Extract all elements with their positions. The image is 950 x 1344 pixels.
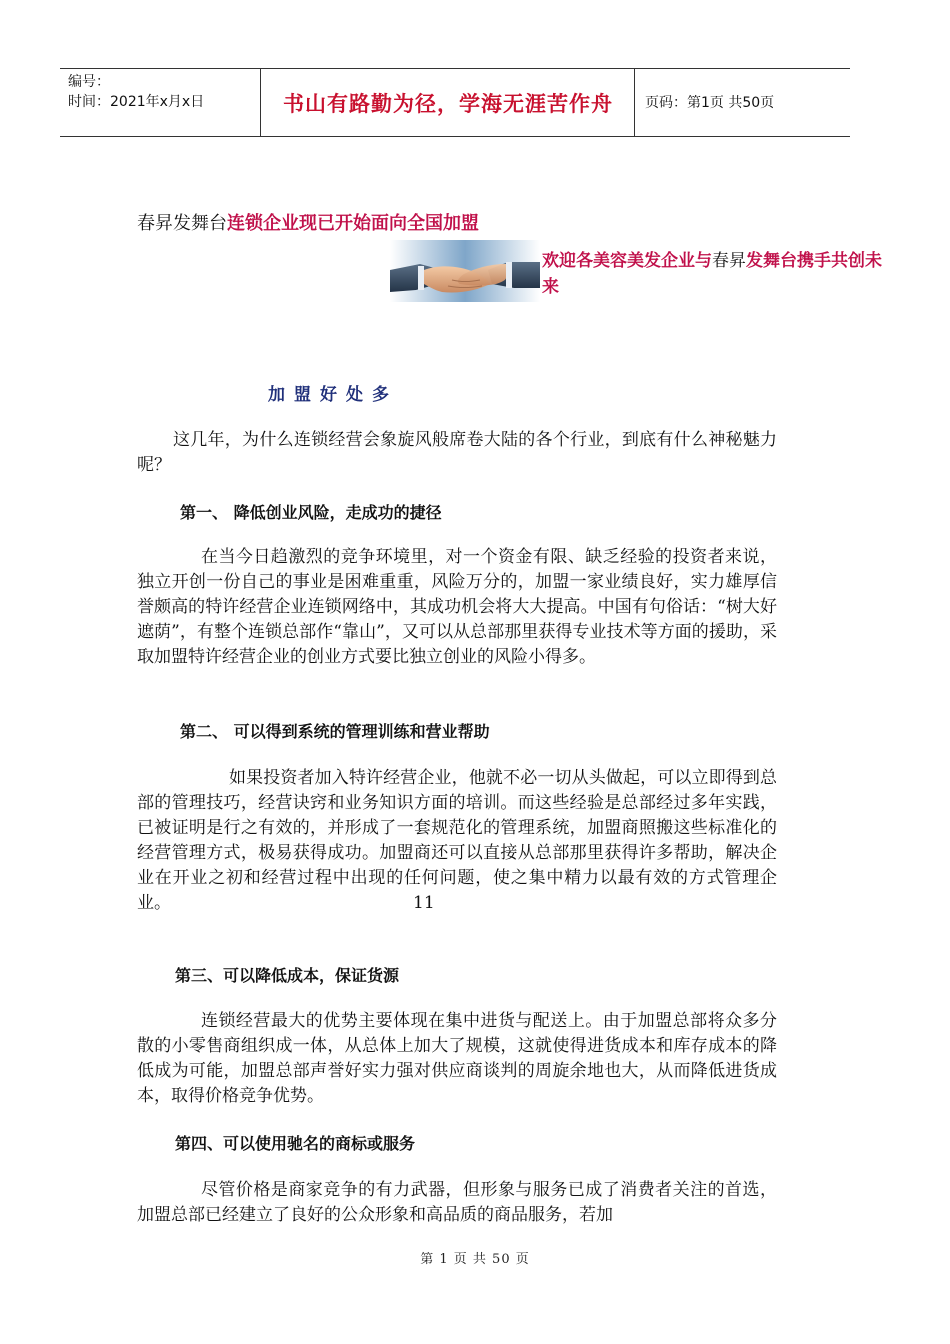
header-bottom-border: [60, 136, 850, 137]
doc-number-label: 编号：: [68, 74, 110, 90]
page-footer: 第 1 页 共 50 页: [420, 1252, 530, 1267]
paragraph-first: 在当今日趋激烈的竞争环境里，对一个资金有限、缺乏经验的投资者来说，独立开创一份自己的事业是困难重重，风险万分的，加盟一家业绩良好，实力雄厚信誉颇高的特许经营企业连锁网络中，其成功机会将大大提高。中国有句俗话：“树大好遮荫”，有整个连锁总部作“靠山”，又可以从总部那里获得专业技术等方面的援助，采取加盟特许经营企业的创业方式要比独立创业的风险小得多。: [137, 547, 777, 667]
header-top-border: [60, 68, 850, 69]
header-divider-1: [260, 69, 261, 136]
welcome-brand: 春昇: [712, 251, 746, 271]
paragraph-second-note: 11: [413, 893, 435, 913]
heading-first: 第一、 降低创业风险，走成功的捷径: [180, 503, 442, 522]
header-motto: 书山有路勤为径，学海无涯苦作舟: [283, 92, 613, 116]
heading-third: 第三、可以降低成本，保证货源: [175, 966, 400, 985]
heading-fourth: 第四、可以使用驰名的商标或服务: [175, 1134, 416, 1153]
intro-brand: 春昇发舞台: [137, 213, 227, 234]
paragraph-fourth: 尽管价格是商家竞争的有力武器，但形象与服务已成了消费者关注的首选， 加盟总部已经建立了良好的公众形象和高品质的商品服务，若加: [137, 1180, 777, 1225]
header-divider-2: [634, 69, 635, 136]
header-meta: [68, 72, 204, 112]
heading-second: 第二、 可以得到系统的管理训练和营业帮助: [180, 722, 490, 741]
welcome-part-2: 发舞台携手共创未来: [542, 251, 882, 297]
section-title: 加盟好处多: [268, 385, 398, 405]
intro-paragraph: 这几年，为什么连锁经营会象旋风般席卷大陆的各个行业，到底有什么神秘魅力呢？: [137, 430, 777, 475]
paragraph-second: [137, 766, 777, 916]
handshake-image: [390, 240, 540, 302]
intro-headline: 连锁企业现已开始面向全国加盟: [227, 213, 479, 234]
intro-line: [137, 209, 479, 235]
welcome-part-1: 欢迎各美容美发企业与: [542, 251, 712, 271]
paragraph-third: 连锁经营最大的优势主要体现在集中进货与配送上。由于加盟总部将众多分散的小零售商组织成一体，从总体上加大了规模，这就使得进货成本和库存成本的降低成为可能，加盟总部声誉好实力强对供应商谈判的周旋余地也大，从而降低进货成本，取得价格竞争优势。: [137, 1011, 777, 1106]
paragraph-second-text: 如果投资者加入特许经营企业，他就不必一切从头做起，可以立即得到总部的管理技巧，经营诀窍和业务知识方面的培训。而这些经验是总部经过多年实践，已被证明是行之有效的，并形成了一套规范化的管理系统，加盟商照搬这些标准化的经营管理方式，极易获得成功。加盟商还可以直接从总部那里获得许多帮助，解决企业在开业之初和经营过程中出现的任何问题，使之集中精力以最有效的方式管理企业。: [137, 768, 777, 913]
header-page-number: 页码：第1页 共50页: [645, 95, 775, 111]
welcome-message: [542, 248, 882, 300]
doc-time-label: 时间：2021年x月x日: [68, 94, 205, 110]
